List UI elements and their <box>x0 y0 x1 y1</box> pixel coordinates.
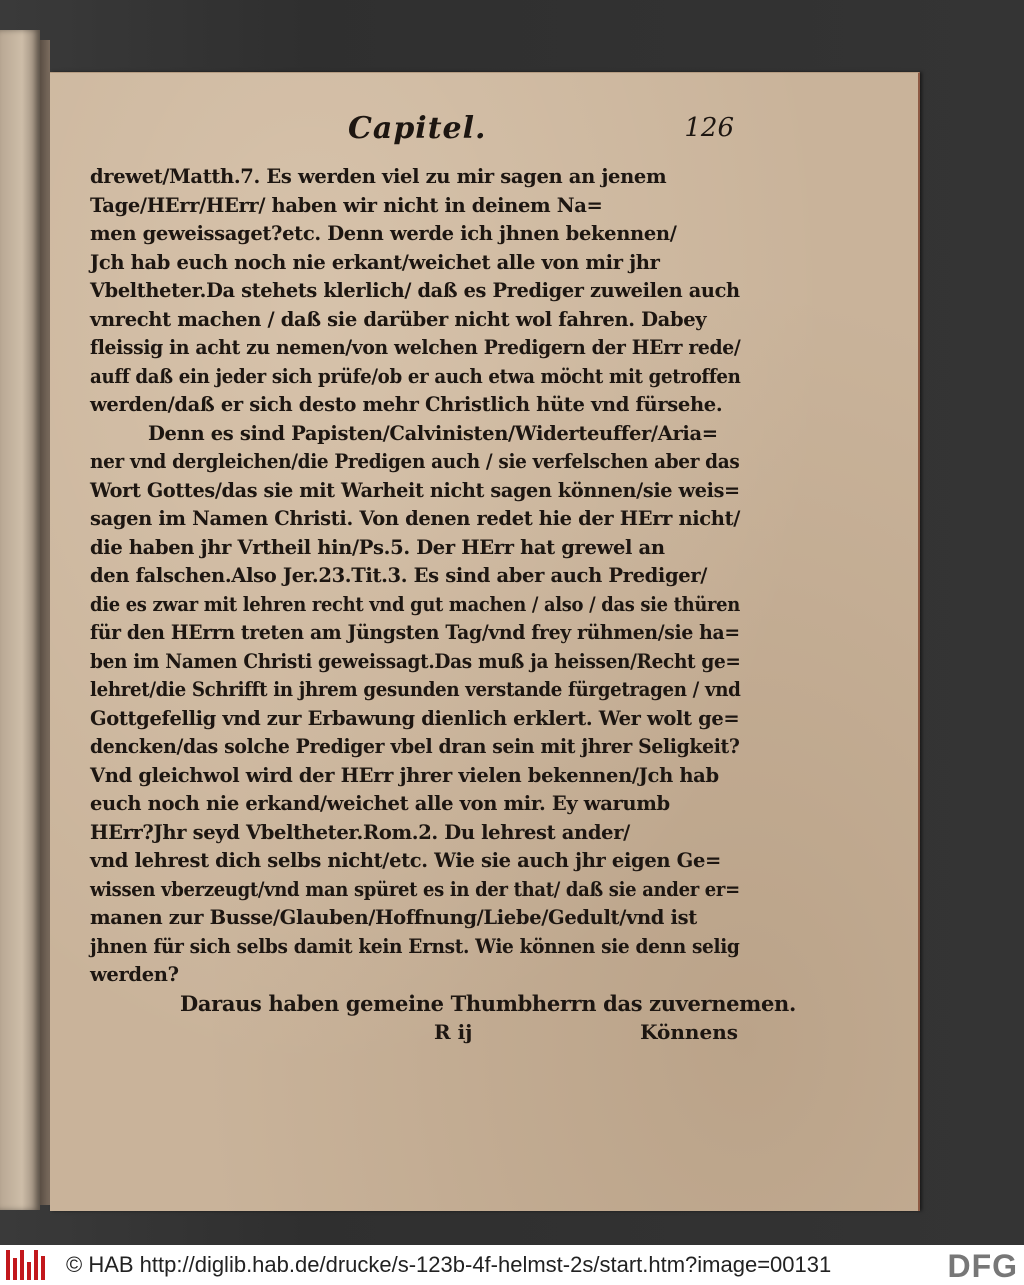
text-line: Wort Gottes/das sie mit Warheit nicht sagen können/sie weis= <box>90 478 740 502</box>
text-line: vnd lehrest dich selbs nicht/etc. Wie sie auch jhr eigen Ge= <box>90 849 721 872</box>
text-line: Tage/HErr/HErr/ haben wir nicht in deinem Na= <box>90 193 603 217</box>
signature-mark: R ij <box>434 1020 473 1044</box>
text-line: vnrecht machen / daß sie darüber nicht wol fahren. Dabey <box>90 307 707 331</box>
paragraph-start-line: Denn es sind Papisten/Calvinisten/Widerteuffer/Aria= <box>148 421 718 445</box>
text-line: werden? <box>90 963 179 986</box>
barcode-logo-icon <box>6 1250 50 1280</box>
text-line: drewet/Matth.7. Es werden viel zu mir sagen an jenem <box>90 165 667 188</box>
text-line: HErr?Jhr seyd Vbeltheter.Rom.2. Du lehrest ander/ <box>90 820 630 844</box>
text-line: den falschen.Also Jer.23.Tit.3. Es sind aber auch Prediger/ <box>90 564 708 587</box>
text-line: ben im Namen Christi geweissagt.Das muß ja heissen/Recht ge= <box>90 649 741 673</box>
text-line: dencken/das solche Prediger vbel dran sein mit jhrer Seligkeit? <box>90 735 740 758</box>
running-header <box>90 109 740 159</box>
text-line: die haben jhr Vrtheil hin/Ps.5. Der HErr hat grewel an <box>90 535 665 559</box>
text-line: für den HErrn treten am Jüngsten Tag/vnd frey rühmen/sie ha= <box>90 621 740 644</box>
text-line: sagen im Namen Christi. Von denen redet hie der HErr nicht/ <box>90 507 741 530</box>
page-footer <box>90 1018 740 1052</box>
attribution-bar <box>0 1245 1024 1285</box>
facing-page-edge <box>0 30 40 1210</box>
source-url-text: © HAB http://diglib.hab.de/drucke/s-123b-4f-helmst-2s/start.htm?image=00131 <box>66 1252 832 1277</box>
book-page <box>50 72 920 1211</box>
text-line: Jch hab euch noch nie erkant/weichet alle von mir jhr <box>90 250 660 274</box>
text-line: auff daß ein jeder sich prüfe/ob er auch etwa möcht mit getroffen <box>90 364 741 388</box>
page-number: 126 <box>684 113 734 143</box>
text-line: Vbeltheter.Da stehets klerlich/ daß es Prediger zuweilen auch <box>90 279 740 302</box>
book-gutter <box>40 40 50 1205</box>
text-line: ner vnd dergleichen/die Predigen auch / sie verfelschen aber das <box>90 450 740 473</box>
text-line: jhnen für sich selbs damit kein Ernst. Wie können sie denn selig <box>90 934 740 958</box>
text-line: fleissig in acht zu nemen/von welchen Predigern der HErr rede/ <box>90 336 741 359</box>
text-lines <box>90 163 796 1018</box>
text-line: Vnd gleichwol wird der HErr jhrer vielen bekennen/Jch hab <box>90 763 719 787</box>
text-line: die es zwar mit lehren recht vnd gut machen / also / das sie thüren <box>90 592 740 616</box>
page-text <box>90 109 796 1052</box>
text-line: manen zur Busse/Glauben/Hoffnung/Liebe/Gedult/vnd ist <box>90 906 697 929</box>
text-line: wissen vberzeugt/vnd man spüret es in der that/ daß sie ander er= <box>90 877 740 901</box>
text-line: Gottgefellig vnd zur Erbawung dienlich erklert. Wer wolt ge= <box>90 706 740 730</box>
text-line: werden/daß er sich desto mehr Christlich hüte vnd fürsehe. <box>90 393 723 416</box>
catchword: Könnens <box>640 1020 738 1044</box>
text-line: lehret/die Schrifft in jhrem gesunden verstande fürgetragen / vnd <box>90 678 741 701</box>
closing-line: Daraus haben gemeine Thumbherrn das zuvernemen. <box>180 990 796 1016</box>
dfg-logo: DFG <box>947 1248 1018 1284</box>
text-line: euch noch nie erkand/weichet alle von mir. Ey warumb <box>90 792 670 815</box>
text-line: men geweissaget?etc. Denn werde ich jhnen bekennen/ <box>90 222 677 245</box>
running-title: Capitel. <box>348 111 487 146</box>
